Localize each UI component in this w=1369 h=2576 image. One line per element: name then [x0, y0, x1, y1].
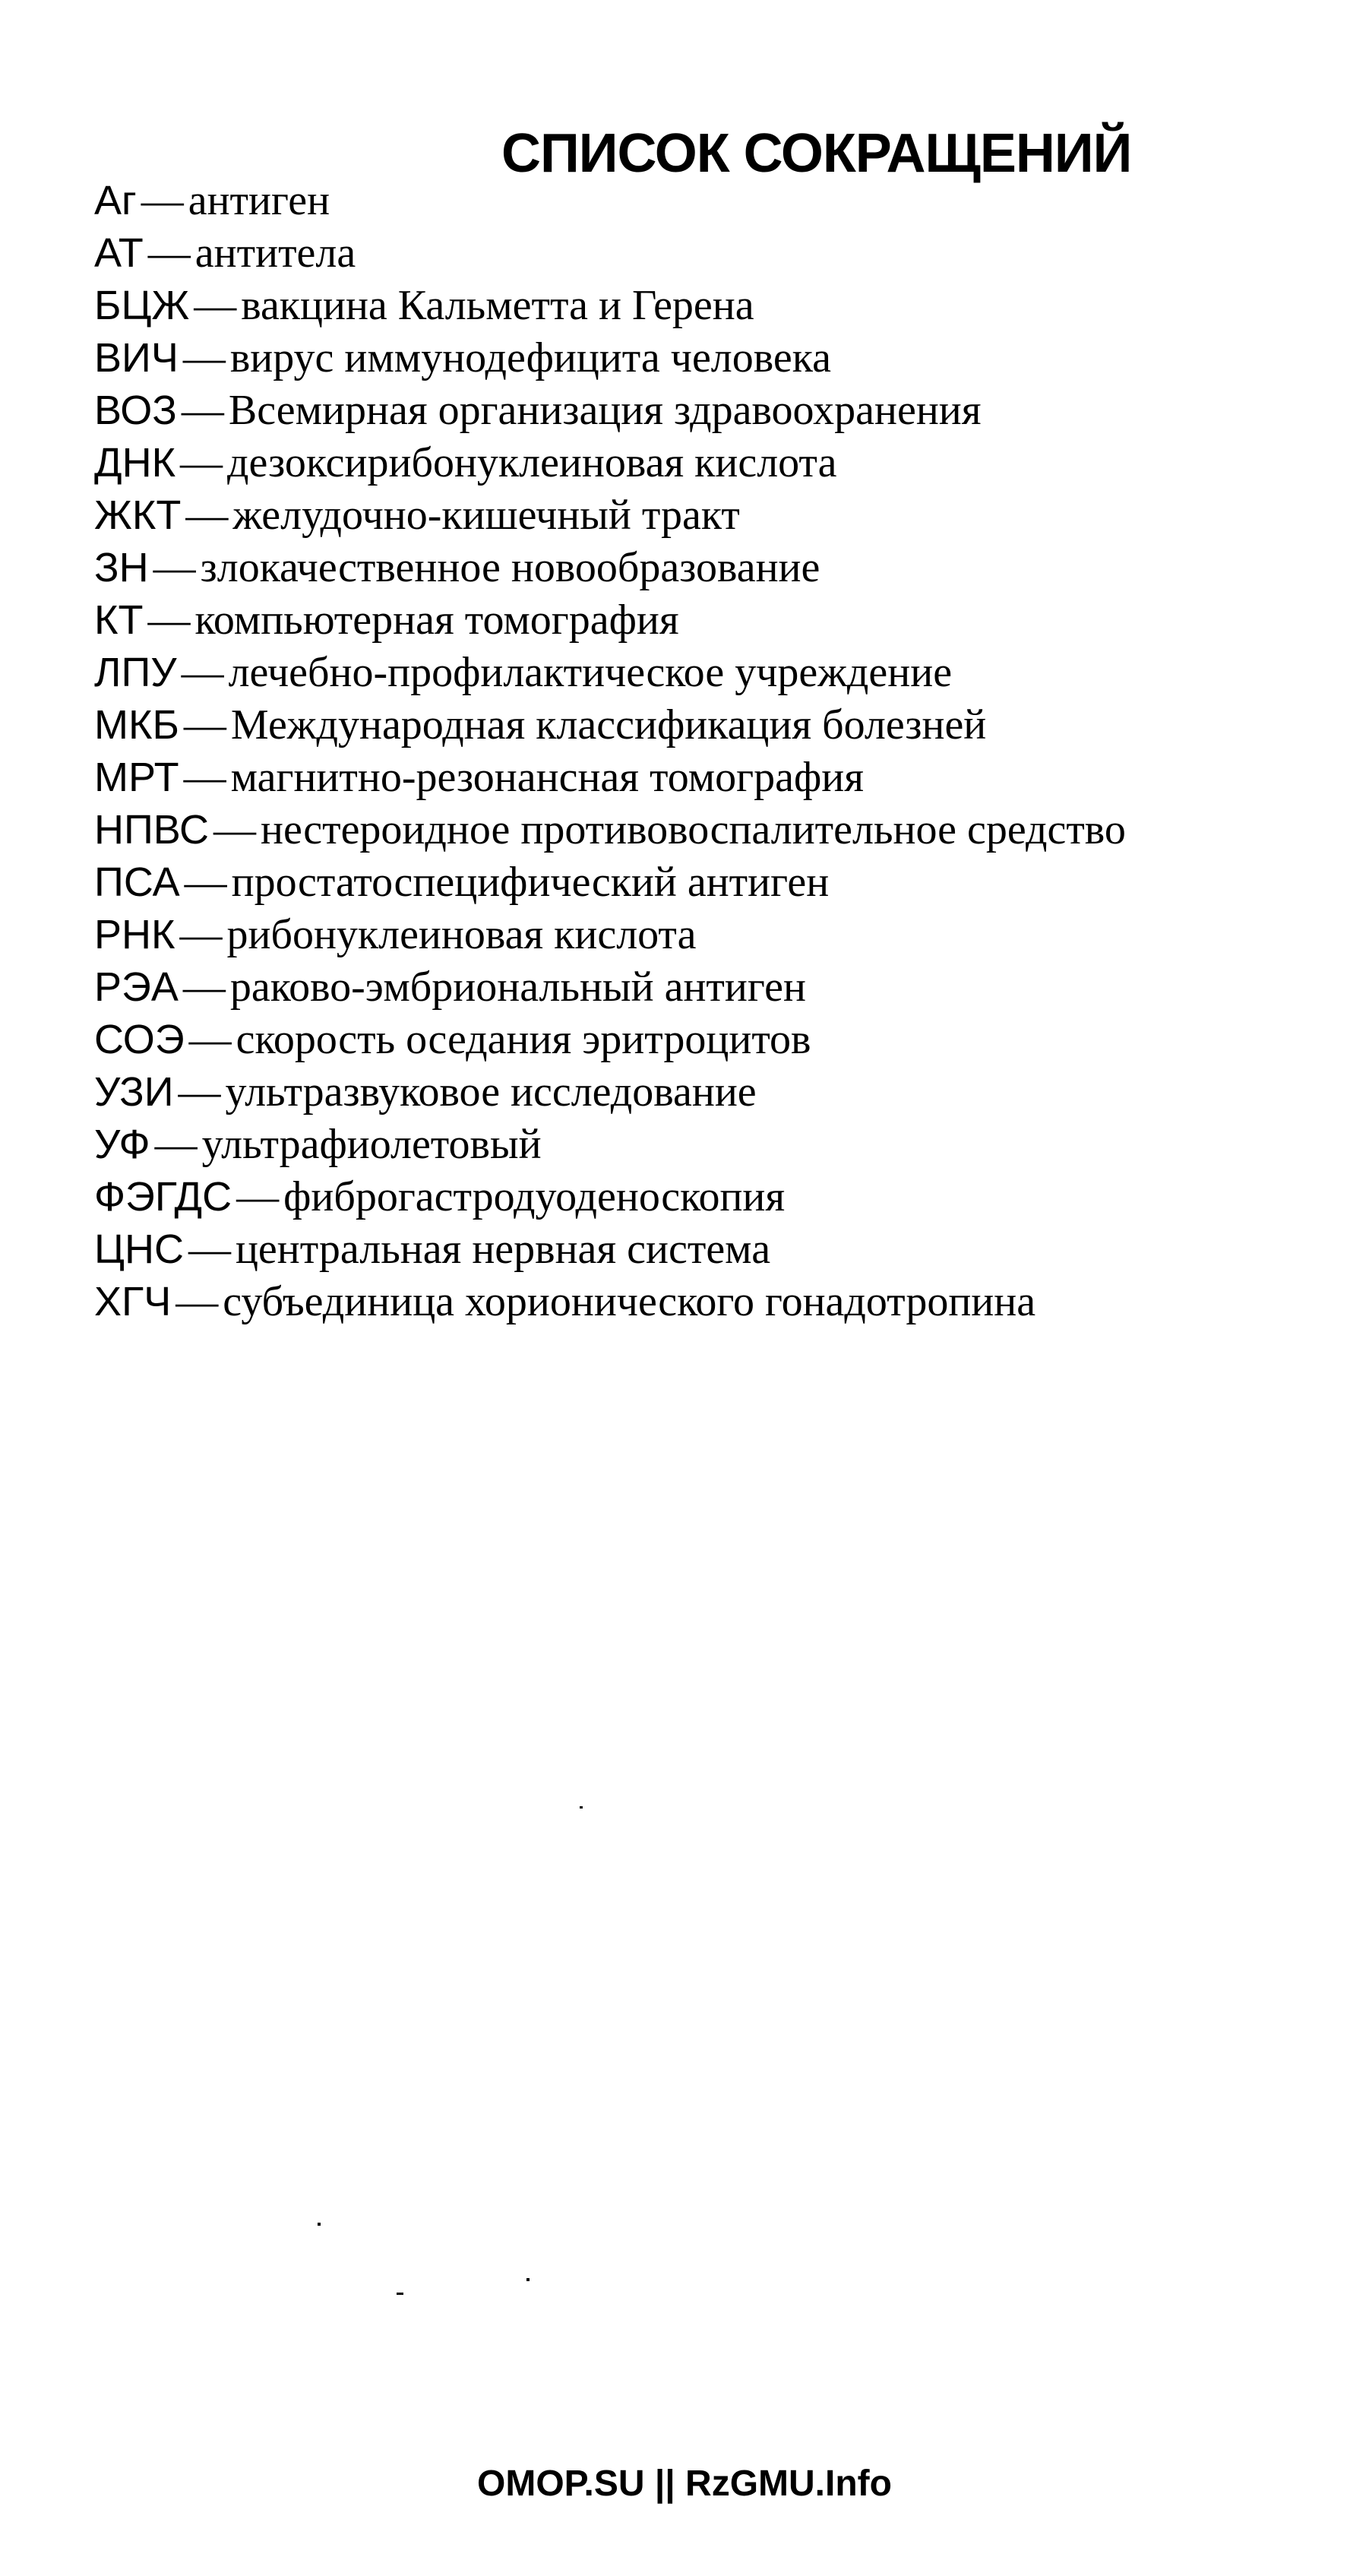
abbreviation-item — [94, 647, 1126, 699]
abbreviation-term: ЗН — [94, 545, 149, 590]
abbreviation-item — [94, 856, 1126, 909]
abbreviation-dash: — — [180, 439, 223, 486]
abbreviation-item — [94, 752, 1126, 804]
abbreviation-definition: Международная классификация болезней — [230, 701, 987, 748]
abbreviation-item — [94, 1223, 1126, 1276]
scan-speck — [526, 2278, 530, 2281]
abbreviation-definition: Всемирная организация здравоохранения — [228, 387, 982, 434]
abbreviation-term: МКБ — [94, 702, 179, 748]
abbreviation-definition: рибонуклеиновая кислота — [226, 911, 697, 958]
abbreviation-list — [94, 175, 1126, 1328]
abbreviation-dash: — — [178, 1068, 221, 1116]
abbreviation-term: РНК — [94, 912, 175, 957]
abbreviation-term: ВОЗ — [94, 388, 177, 433]
abbreviation-dash: — — [141, 177, 184, 224]
abbreviation-term: НПВС — [94, 807, 210, 853]
abbreviation-term: ВИЧ — [94, 335, 179, 381]
abbreviation-dash: — — [194, 282, 237, 329]
abbreviation-definition: лечебно-профилактическое учреждение — [228, 649, 953, 696]
abbreviation-dash: — — [213, 806, 257, 853]
abbreviation-definition: компьютерная томография — [194, 597, 679, 644]
abbreviation-term: ПСА — [94, 859, 180, 905]
abbreviation-dash: — — [185, 492, 229, 539]
abbreviation-definition: нестероидное противовоспалительное средство — [261, 806, 1126, 853]
abbreviation-dash: — — [236, 1173, 280, 1220]
abbreviation-term: СОЭ — [94, 1017, 185, 1062]
abbreviation-definition: центральная нервная система — [235, 1226, 771, 1273]
abbreviation-item — [94, 227, 1126, 280]
abbreviation-item — [94, 909, 1126, 961]
page-title: СПИСОК СОКРАЩЕНИЙ — [501, 123, 1132, 185]
abbreviation-term: БЦЖ — [94, 283, 190, 328]
abbreviation-term: ДНК — [94, 440, 176, 486]
abbreviation-item — [94, 542, 1126, 594]
abbreviation-dash: — — [182, 964, 226, 1011]
abbreviation-term: ЦНС — [94, 1226, 184, 1272]
abbreviation-dash: — — [183, 754, 226, 801]
abbreviation-item — [94, 175, 1126, 227]
abbreviation-definition: раково-эмбриональный антиген — [229, 964, 806, 1011]
abbreviation-definition: желудочно-кишечный тракт — [232, 492, 740, 539]
abbreviation-definition: антиген — [188, 177, 330, 224]
abbreviation-item — [94, 699, 1126, 752]
abbreviation-definition: скорость оседания эритроцитов — [236, 1016, 811, 1063]
abbreviation-item — [94, 437, 1126, 489]
abbreviation-dash: — — [179, 911, 223, 958]
scan-speck — [318, 2223, 321, 2226]
abbreviation-definition: дезоксирибонуклеиновая кислота — [227, 439, 837, 486]
abbreviation-item — [94, 804, 1126, 856]
footer-watermark: OMOP.SU || RzGMU.Info — [477, 2464, 892, 2504]
abbreviation-term: УЗИ — [94, 1069, 174, 1115]
scan-speck — [397, 2293, 403, 2295]
abbreviation-definition: злокачественное новообразование — [200, 544, 820, 591]
scan-speck — [580, 1806, 583, 1809]
abbreviation-term: КТ — [94, 597, 144, 643]
abbreviation-dash: — — [147, 229, 191, 277]
abbreviation-definition: антитела — [194, 229, 356, 277]
abbreviation-definition: вирус иммунодефицита человека — [229, 334, 831, 381]
abbreviation-definition: простатоспецифический антиген — [231, 859, 830, 906]
abbreviation-dash: — — [154, 1121, 198, 1168]
abbreviation-definition: субъединица хорионического гонадотропина — [223, 1278, 1036, 1325]
abbreviation-dash: — — [147, 597, 191, 644]
abbreviation-item — [94, 385, 1126, 437]
abbreviation-dash: — — [184, 859, 227, 906]
abbreviation-item — [94, 332, 1126, 385]
abbreviation-item — [94, 1066, 1126, 1119]
abbreviation-dash: — — [188, 1016, 232, 1063]
abbreviation-term: ЖКТ — [94, 492, 182, 538]
abbreviation-definition: ультразвуковое исследование — [225, 1068, 757, 1116]
abbreviation-dash: — — [175, 1278, 219, 1325]
abbreviation-term: АТ — [94, 230, 144, 276]
abbreviation-term: РЭА — [94, 964, 179, 1010]
abbreviation-term: Аг — [94, 178, 137, 223]
abbreviation-term: МРТ — [94, 755, 179, 800]
abbreviation-term: ХГЧ — [94, 1279, 172, 1324]
abbreviation-dash: — — [182, 334, 226, 381]
abbreviation-term: ФЭГДС — [94, 1174, 232, 1220]
abbreviation-item — [94, 961, 1126, 1014]
abbreviation-dash: — — [188, 1226, 231, 1273]
abbreviation-item — [94, 280, 1126, 332]
abbreviation-definition: фиброгастродуоденоскопия — [283, 1173, 786, 1220]
abbreviation-item — [94, 1014, 1126, 1066]
abbreviation-definition: ультрафиолетовый — [201, 1121, 542, 1168]
abbreviation-item — [94, 1276, 1126, 1328]
abbreviation-definition: вакцина Кальметта и Герена — [241, 282, 754, 329]
abbreviation-item — [94, 1171, 1126, 1223]
abbreviation-term: УФ — [94, 1122, 150, 1167]
abbreviation-item — [94, 1119, 1126, 1171]
abbreviation-definition: магнитно-резонансная томография — [230, 754, 864, 801]
abbreviation-term: ЛПУ — [94, 650, 177, 695]
abbreviation-item — [94, 594, 1126, 647]
abbreviation-item — [94, 489, 1126, 542]
abbreviation-dash: — — [183, 701, 226, 748]
abbreviation-dash: — — [153, 544, 196, 591]
abbreviation-dash: — — [181, 387, 224, 434]
abbreviation-dash: — — [181, 649, 224, 696]
